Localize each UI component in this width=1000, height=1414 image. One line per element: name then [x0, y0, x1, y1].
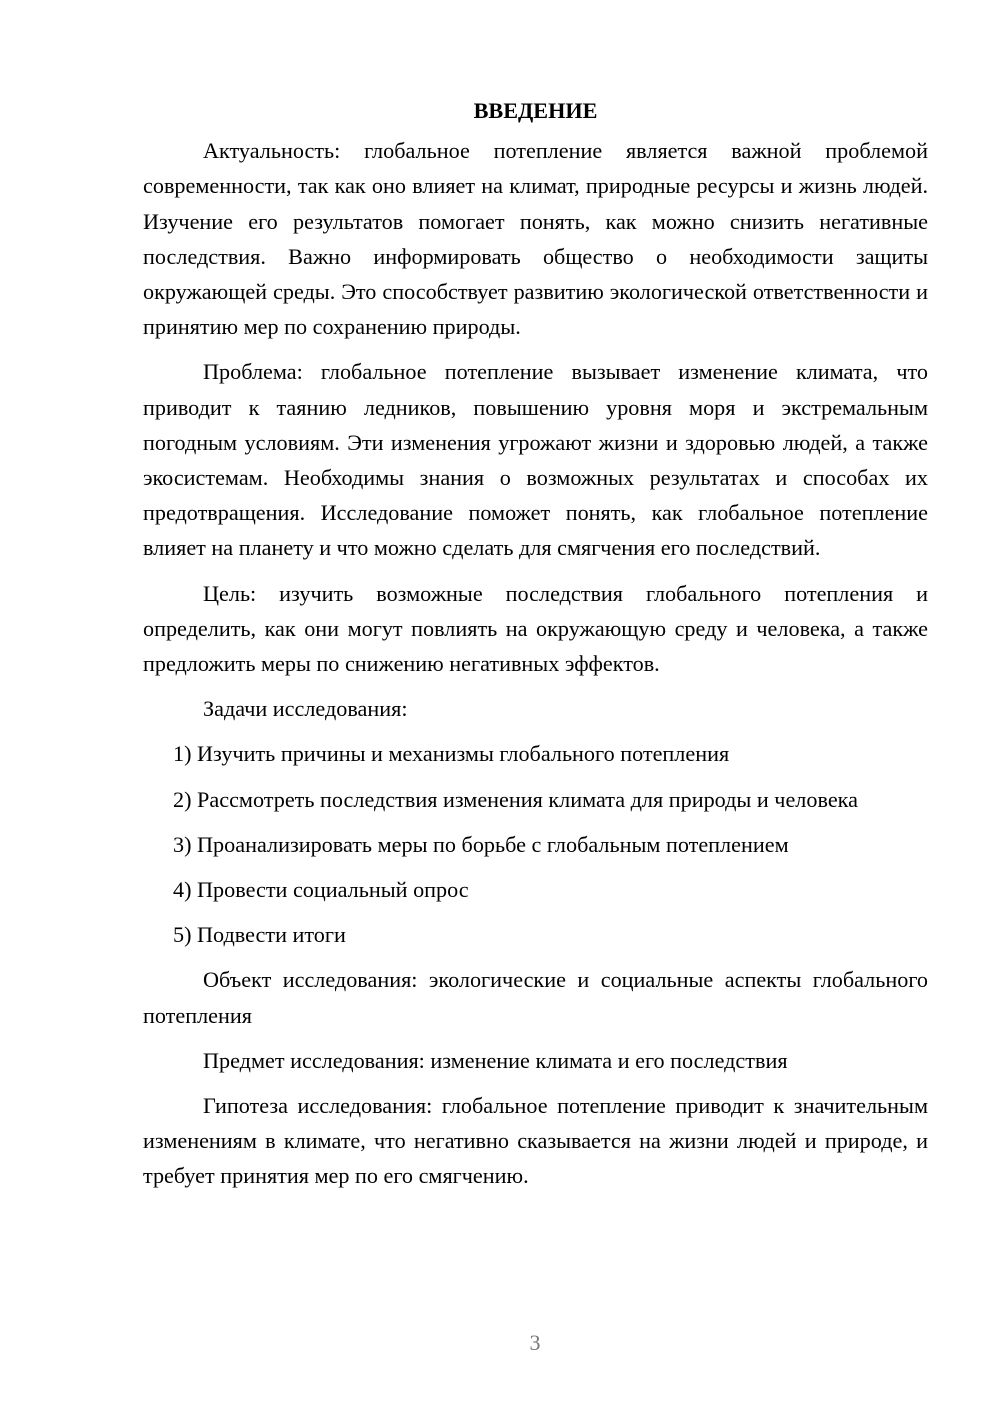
- task-item: 2) Рассмотреть последствия изменения климата для природы и человека: [173, 786, 858, 812]
- task-item: 5) Подвести итоги: [173, 922, 346, 948]
- document-body: [143, 93, 928, 1204]
- subject-paragraph: Предмет исследования: изменение климата и его последствия: [203, 1047, 788, 1073]
- task-item: 1) Изучить причины и механизмы глобального потепления: [173, 741, 730, 767]
- goal-paragraph: Цель: изучить возможные последствия глобального потепления и определить, как они могут повлиять на окружающую среду и человека, а также предложить меры по снижению негативных эффектов.: [143, 580, 928, 677]
- task-item: 4) Провести социальный опрос: [173, 877, 469, 903]
- problem-paragraph: Проблема: глобальное потепление вызывает изменение климата, что приводит к таянию ледников, повышению уровня моря и экстремальным погодным условиям. Эти изменения угрожают жизни и здоровью людей, а также экосистемам. Необходимы знания о возможных результатах и способах их предотвращения. Исследование поможет понять, как глобальное потепление влияет на планету и что можно сделать для смягчения его последствий.: [143, 359, 928, 561]
- page-number: 3: [529, 1330, 541, 1355]
- task-item: 3) Проанализировать меры по борьбе с глобальным потеплением: [173, 831, 789, 857]
- object-paragraph: Объект исследования: экологические и социальные аспекты глобального потепления: [143, 967, 928, 1028]
- relevance-paragraph: Актуальность: глобальное потепление является важной проблемой современности, так как оно влияет на климат, природные ресурсы и жизнь людей. Изучение его результатов помогает понять, как можно снизить негативные последствия. Важно информировать общество о необходимости защиты окружающей среды. Это способствует развитию экологической ответственности и принятию мер по сохранению природы.: [143, 138, 928, 340]
- section-title: ВВЕДЕНИЕ: [473, 98, 598, 123]
- hypothesis-paragraph: Гипотеза исследования: глобальное потепление приводит к значительным изменениям в климате, что негативно сказывается на жизни людей и природе, и требует принятия мер по его смягчению.: [143, 1093, 928, 1189]
- tasks-heading: Задачи исследования:: [203, 696, 408, 722]
